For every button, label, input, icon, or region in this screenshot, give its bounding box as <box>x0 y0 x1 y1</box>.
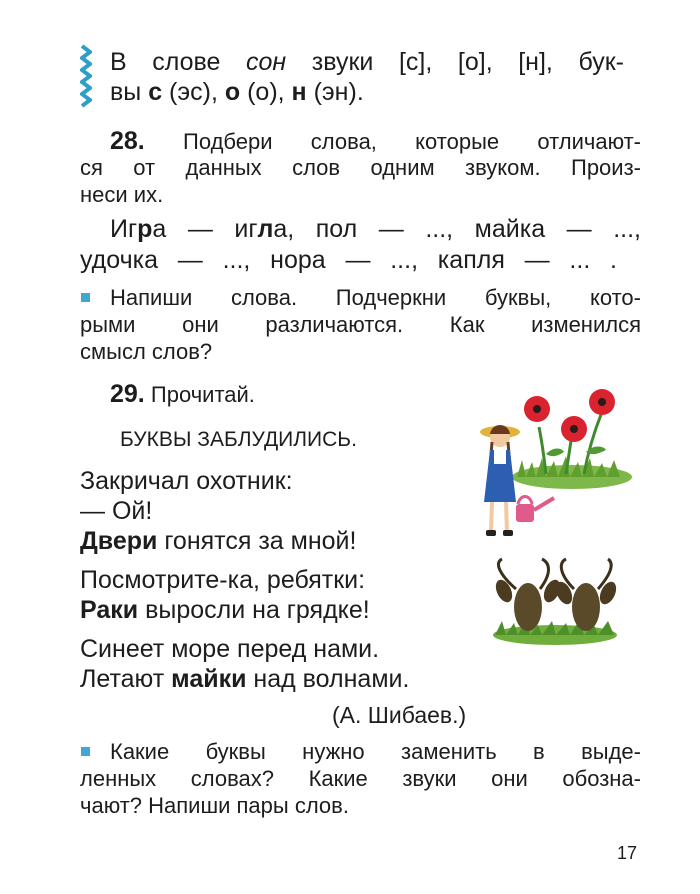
rule-line-1: В слове сон звуки [с], [о], [н], бук- <box>110 48 624 76</box>
poem-stanza-3-line-2: Летают майки над волнами. <box>80 665 410 693</box>
crayfish-illustration <box>480 555 630 650</box>
rule-line-2: вы с (эс), о (о), н (эн). <box>110 78 364 106</box>
exercise-29-heading: 29. Прочитай. <box>110 380 255 408</box>
watering-can-icon <box>516 497 554 523</box>
poem-title: БУКВЫ ЗАБЛУДИЛИСЬ. <box>120 428 357 451</box>
poppy-flower-icon <box>524 396 550 422</box>
poem-author: (А. Шибаев.) <box>332 702 467 728</box>
exercise-28-bullet <box>81 293 90 302</box>
exercise-29-number: 29. <box>110 380 145 408</box>
crayfish-icon <box>493 559 564 631</box>
exercise-29-question-line-3: чают? Напиши пары слов. <box>80 793 349 818</box>
poem-stanza-2-line-2: Раки выросли на грядке! <box>80 596 370 624</box>
exercise-29-bullet <box>81 747 90 756</box>
poppy-flower-icon <box>561 416 587 442</box>
exercise-28-task-line-2: ся от данных слов одним звуком. Произ- <box>80 155 641 180</box>
crayfish-icon <box>553 559 620 631</box>
poem-stanza-1-line-2: — Ой! <box>80 497 153 525</box>
poem-stanza-3-line-1: Синеет море перед нами. <box>80 635 380 663</box>
poem-stanza-1-line-3: Двери гонятся за мной! <box>80 527 357 555</box>
exercise-28-subtask-line-1: Напиши слова. Подчеркни буквы, кото- <box>110 285 641 310</box>
page-number: 17 <box>617 843 638 863</box>
poem-stanza-2-line-1: Посмотрите-ка, ребятки: <box>80 566 366 594</box>
rule-marker-icon <box>80 44 92 110</box>
exercise-28-subtask-line-2: рыми они различаются. Как изменился <box>80 312 641 337</box>
exercise-29-question-line-1: Какие буквы нужно заменить в выде- <box>110 739 641 764</box>
exercise-28-task-line-3: неси их. <box>80 182 164 207</box>
exercise-28-task-line-1: 28. Подбери слова, которые отличают- <box>110 127 641 155</box>
exercise-28-words-line-1: Игра — игла, пол — ..., майка — ..., <box>110 215 641 243</box>
poem-stanza-1-line-1: Закричал охотник: <box>80 467 293 495</box>
exercise-29-question-line-2: ленных словах? Какие звуки они обозна- <box>80 766 641 791</box>
exercise-28-number: 28. <box>110 127 145 155</box>
exercise-28-subtask-line-3: смысл слов? <box>80 339 213 364</box>
girl-watering-flowers-illustration <box>462 382 637 557</box>
poppy-flower-icon <box>589 389 615 415</box>
exercise-28-words-line-2: удочка — ..., нора — ..., капля — ... . <box>80 246 617 274</box>
